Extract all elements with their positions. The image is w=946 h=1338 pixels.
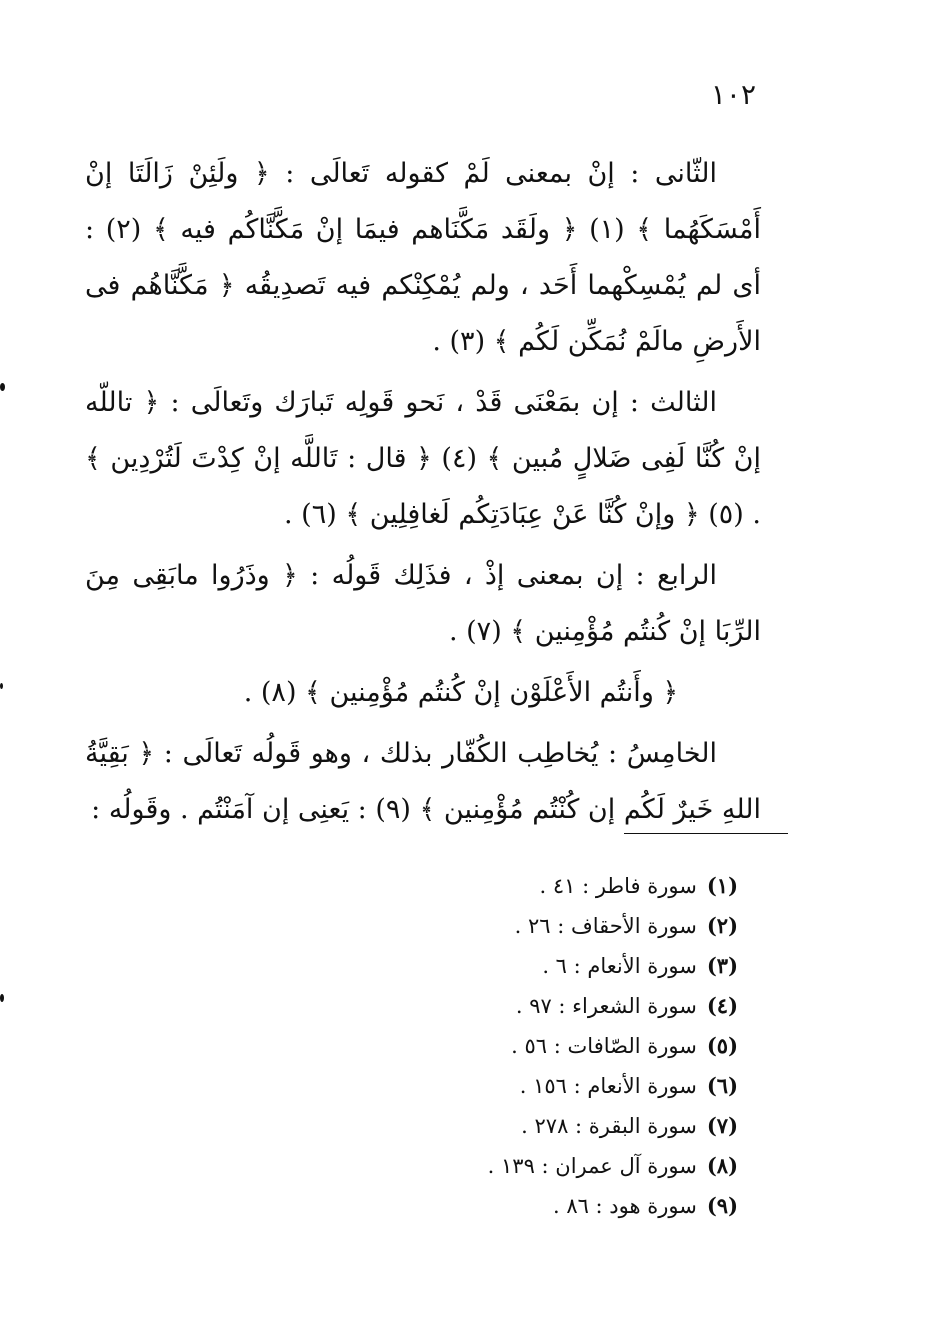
footnote-text: سورة آل عمران : ١٣٩ . — [487, 1154, 697, 1178]
footnote-item — [488, 1106, 738, 1146]
footnote-number: (٥) — [706, 1033, 738, 1058]
footnote-text: سورة فاطر : ٤١ . — [539, 874, 697, 898]
paragraph-second-meaning: الثّانى : إنْ بمعنى لَمْ كقوله تَعالَى : ﴿ ولَئِنْ زَالَتَا إنْ أَمْسَكَهُما ﴾ (١) ﴿ ولَقَد مَكَّنَاهم فيمَا إنْ مَكَّنَّاكُم فيه ﴾ (٢) : أى لم يُمْسِكْهما أَحَد ، ولم يُمْكِنْكم فيه تَصدِيقُه ﴿ مَكَّنَّاهُم فى الأَرضِ مالَمْ نُمَكِّن لَكُم ﴾ (٣) . — [85, 158, 762, 357]
footnote-text: سورة الأحقاف : ٢٦ . — [514, 914, 697, 938]
footnote-text: سورة الأنعام : ٦ . — [542, 954, 697, 978]
footnote-item — [488, 986, 738, 1026]
footnote-number: (٨) — [706, 1153, 738, 1178]
paragraph-quran-quote: ﴿ وأَنتُم الأَعْلَوْن إنْ كُنتُم مُؤْمِنين ﴾ (٨) . — [243, 677, 679, 708]
footnote-item — [488, 1026, 738, 1066]
main-text — [85, 146, 761, 843]
footnote-number: (١) — [706, 873, 738, 898]
scan-edge-mark — [0, 383, 5, 391]
footnote-text: سورة الأنعام : ١٥٦ . — [519, 1074, 697, 1098]
paragraph-third-meaning: الثالث : إن بمَعْنَى قَدْ ، نَحو قَولِه تَبارَك وتَعالَى : ﴿ تاللّه إنْ كُنَّا لَفِى ضَلالٍ مُبين ﴾ (٤) ﴿ قال : تَاللَّه إنْ كِدْتَ لَتُرْدِين ﴾ . (٥) ﴿ وإنْ كُنَّا عَنْ عِبَادَتِكُم لَغافِلِين ﴾ (٦) . — [85, 387, 762, 530]
footnote-text: سورة هود : ٨٦ . — [552, 1194, 697, 1218]
footnote-number: (٩) — [706, 1193, 738, 1218]
footnote-number: (٢) — [706, 913, 738, 938]
footnote-number: (٣) — [706, 953, 738, 978]
footnote-item — [488, 1066, 738, 1106]
paragraph-fifth-meaning: الخامِسُ : يُخاطِب الكُفّار بذلك ، وهو قَولُه تَعالَى : ﴿ بَقِيَّةُ اللهِ خَيرٌ لَكُم إن كُنْتُم مُؤْمِنين ﴾ (٩) : يَعنِى إن آمَنْتُم . وقَولُه : — [85, 738, 761, 825]
scan-edge-mark — [0, 683, 3, 689]
footnote-number: (٧) — [706, 1113, 738, 1138]
scan-edge-mark — [0, 994, 4, 1002]
page-number: ١٠٢ — [710, 78, 756, 111]
footnote-item — [488, 1146, 738, 1186]
footnote-separator — [624, 833, 788, 834]
footnote-number: (٦) — [706, 1073, 738, 1098]
paragraph-fourth-meaning: الرابع : إن بمعنى إذْ ، فذَلِك قَولُه : ﴿ وذَرُوا مابَقِى مِنَ الرِّبَا إنْ كُنتُم مُؤْمِنين ﴾ (٧) . — [85, 560, 761, 647]
footnotes-list — [488, 866, 738, 1226]
footnote-item — [488, 946, 738, 986]
footnote-number: (٤) — [706, 993, 738, 1018]
footnote-text: سورة الشعراء : ٩٧ . — [515, 994, 697, 1018]
footnote-item — [488, 1186, 738, 1226]
footnote-item — [488, 906, 738, 946]
footnote-item — [488, 866, 738, 906]
footnote-text: سورة الصّافات : ٥٦ . — [511, 1034, 697, 1058]
footnote-text: سورة البقرة : ٢٧٨ . — [521, 1114, 697, 1138]
